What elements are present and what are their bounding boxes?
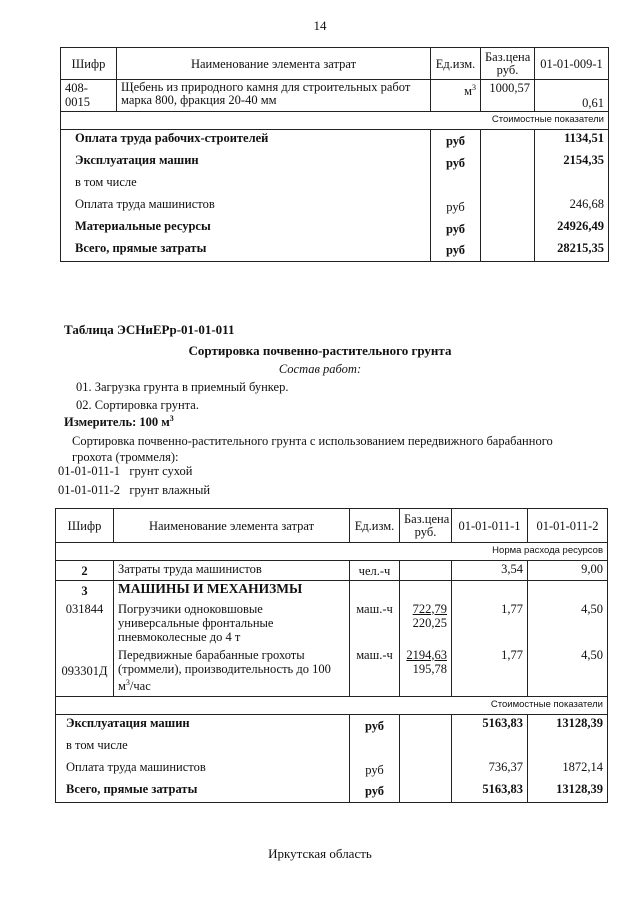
cost-table-1 xyxy=(60,47,609,262)
footer-region: Иркутская область xyxy=(268,846,372,861)
header-norm-code: 01-01-009-1 xyxy=(535,48,609,80)
machine-value-2: 4,50 xyxy=(528,647,608,697)
machine-value-1: 1,77 xyxy=(452,647,528,697)
cost-v2 xyxy=(528,737,608,759)
empty-cell xyxy=(481,240,535,262)
cost-value: 2154,35 xyxy=(535,152,609,174)
resource-unit: $м^3$ xyxy=(431,80,481,112)
table-title: Таблица ЭСНиЕРр-01-01-011 xyxy=(64,322,235,337)
cost-unit: руб xyxy=(431,152,481,174)
variant-1: 01-01-011-1 грунт сухой xyxy=(58,464,193,478)
empty-cell xyxy=(481,130,535,152)
cost-unit xyxy=(350,737,400,759)
machine-price: 722,79 220,25 xyxy=(400,601,452,647)
header-code: Шифр xyxy=(61,48,117,80)
cost-v2: 1872,14 xyxy=(528,759,608,781)
machine-value-2: 4,50 xyxy=(528,601,608,647)
cost-v2: 13128,39 xyxy=(528,781,608,803)
labor-code: 2 xyxy=(56,561,114,581)
cost-row xyxy=(61,240,609,262)
cost-unit: руб xyxy=(431,218,481,240)
cost-name: в том числе xyxy=(56,737,350,759)
resource-name: Щебень из природного камня для строительных работ марка 800, фракция 20-40 мм xyxy=(117,80,431,112)
machine-unit: маш.-ч xyxy=(350,601,400,647)
cost-row xyxy=(61,152,609,174)
cost-unit: руб xyxy=(350,759,400,781)
cost-table-2 xyxy=(55,508,608,803)
cost-value xyxy=(535,174,609,196)
header-price: Баз.цена руб. xyxy=(400,509,452,543)
cost-name: Материальные ресурсы xyxy=(61,218,431,240)
step-1: 01. Загрузка грунта в приемный бункер. xyxy=(76,380,289,394)
cost-row xyxy=(56,781,608,803)
cost-row xyxy=(61,196,609,218)
meter-label: Измеритель: 100 $м^3$ xyxy=(64,414,174,430)
empty-cell xyxy=(400,737,452,759)
empty-cell xyxy=(528,581,608,601)
cost-row xyxy=(61,218,609,240)
variant-2: 01-01-011-2 грунт влажный xyxy=(58,483,211,497)
cost-name: Оплата труда машинистов xyxy=(56,759,350,781)
page-number: 14 xyxy=(313,18,327,33)
cost-unit: руб xyxy=(431,196,481,218)
header-norm-code-1: 01-01-011-1 xyxy=(452,509,528,543)
header-price: Баз.цена руб. xyxy=(481,48,535,80)
cost-name: Оплата труда машинистов xyxy=(61,196,431,218)
cost-v1: 5163,83 xyxy=(452,781,528,803)
labor-value-1: 3,54 xyxy=(452,561,528,581)
machines-code: 3 xyxy=(56,581,114,601)
machine-name: Передвижные барабанные грохоты (троммели), производительность до 100 $м^3$/час xyxy=(114,647,350,697)
empty-cell xyxy=(400,781,452,803)
cost-name: Всего, прямые затраты xyxy=(56,781,350,803)
labor-unit: чел.-ч xyxy=(350,561,400,581)
cost-unit xyxy=(431,174,481,196)
resource-value: 0,61 xyxy=(535,80,609,112)
norm-label: Норма расхода ресурсов xyxy=(56,543,608,561)
composition-label: Состав работ: xyxy=(278,362,362,376)
cost-row xyxy=(61,174,609,196)
machines-heading: МАШИНЫ И МЕХАНИЗМЫ xyxy=(114,581,350,601)
header-name: Наименование элемента затрат xyxy=(117,48,431,80)
resource-price: 1000,57 xyxy=(481,80,535,112)
cost-value: 28215,35 xyxy=(535,240,609,262)
empty-cell xyxy=(452,581,528,601)
labor-name: Затраты труда машинистов xyxy=(114,561,350,581)
cost-unit: руб xyxy=(350,781,400,803)
machine-price: 2194,63 195,78 xyxy=(400,647,452,697)
empty-cell xyxy=(400,715,452,737)
cost-value: 24926,49 xyxy=(535,218,609,240)
header-code: Шифр xyxy=(56,509,114,543)
machine-code: 093301Д xyxy=(56,647,114,697)
empty-cell xyxy=(481,218,535,240)
cost-v1 xyxy=(452,737,528,759)
labor-value-2: 9,00 xyxy=(528,561,608,581)
cost-unit: руб xyxy=(350,715,400,737)
cost-v2: 13128,39 xyxy=(528,715,608,737)
machine-name: Погрузчики одноковшовые универсальные фронтальные пневмоколесные до 4 т xyxy=(114,601,350,647)
cost-name: Эксплуатация машин xyxy=(56,715,350,737)
cost-name: в том числе xyxy=(61,174,431,196)
header-unit: Ед.изм. xyxy=(350,509,400,543)
machine-unit: маш.-ч xyxy=(350,647,400,697)
labor-price xyxy=(400,561,452,581)
header-norm-code-2: 01-01-011-2 xyxy=(528,509,608,543)
cost-unit: руб xyxy=(431,130,481,152)
empty-cell xyxy=(481,152,535,174)
section-label: Стоимостные показатели xyxy=(61,112,609,130)
cost-row xyxy=(56,737,608,759)
cost-v1: 5163,83 xyxy=(452,715,528,737)
cost-row xyxy=(56,759,608,781)
section-heading: Сортировка почвенно-растительного грунта xyxy=(188,343,452,358)
machine-value-1: 1,77 xyxy=(452,601,528,647)
cost-name: Оплата труда рабочих-строителей xyxy=(61,130,431,152)
header-name: Наименование элемента затрат xyxy=(114,509,350,543)
step-2: 02. Сортировка грунта. xyxy=(76,398,199,412)
cost-v1: 736,37 xyxy=(452,759,528,781)
empty-cell xyxy=(481,174,535,196)
work-description: Сортировка почвенно-растительного грунта с использованием передвижного барабанного грохота (троммеля): xyxy=(72,434,553,464)
cost-row xyxy=(61,130,609,152)
empty-cell xyxy=(400,581,452,601)
resource-code: 408-0015 xyxy=(61,80,117,112)
cost-name: Всего, прямые затраты xyxy=(61,240,431,262)
cost-name: Эксплуатация машин xyxy=(61,152,431,174)
cost-value: 246,68 xyxy=(535,196,609,218)
empty-cell xyxy=(350,581,400,601)
empty-cell xyxy=(400,759,452,781)
cost-value: 1134,51 xyxy=(535,130,609,152)
section-label: Стоимостные показатели xyxy=(56,697,608,715)
header-unit: Ед.изм. xyxy=(431,48,481,80)
machine-code: 031844 xyxy=(56,601,114,647)
cost-unit: руб xyxy=(431,240,481,262)
empty-cell xyxy=(481,196,535,218)
cost-row xyxy=(56,715,608,737)
